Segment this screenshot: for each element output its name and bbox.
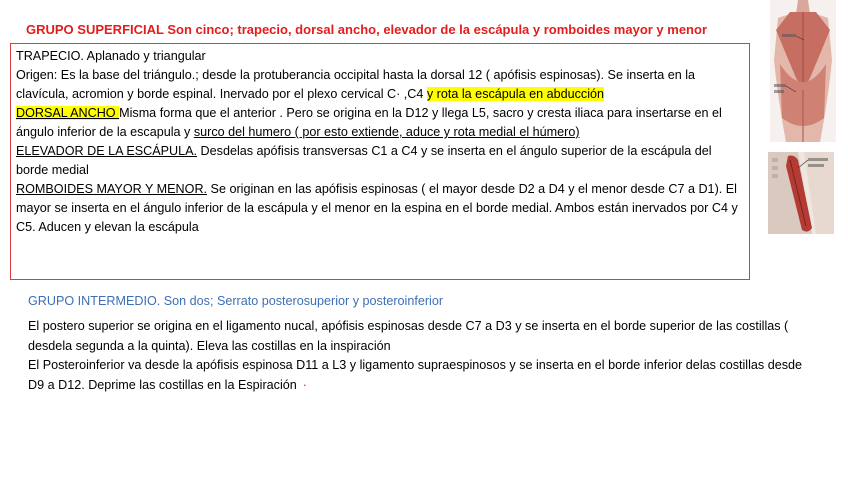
levator-scapulae-image — [768, 152, 834, 234]
romboides-label: ROMBOIDES MAYOR Y MENOR. — [16, 182, 208, 196]
red-dot: · — [302, 377, 307, 392]
dorsal-paragraph — [16, 104, 746, 142]
romboides-text: Se originan en las apófisis espinosas ( el mayor desde D2 a D4 y el menor desde C7 a D1). El mayor se inserta en el ángulo inferior de la escápula y el menor en la espina en el borde medial. Ambos están inervados por C4 y C5. Aducen y elevan la escápula — [16, 182, 738, 234]
trapecio-heading: TRAPECIO. Aplanado y triangular — [16, 49, 206, 63]
posterosuperior-paragraph: El postero superior se origina en el ligamento nucal, apófisis espinosas desde C7 a D3 y se inserta en el borde superior de las costillas ( desdela segunda a la quinta). Eleva las costillas en la inspiración — [28, 319, 789, 353]
trapezius-anatomy-image — [770, 0, 836, 142]
trapecio-text: Origen: Es la base del triángulo.; desde la protuberancia occipital hasta la dorsal 12 ( apófisis espinosas). Se inserta en la clavícula, acromion y borde espinal. Inervado por el plexo cervical C· ,C4 — [16, 68, 696, 101]
dorsal-underlined: surco del humero ( por esto extiende, aduce y rota medial el húmero) — [193, 125, 580, 139]
levator-illustration — [768, 152, 834, 234]
trapezius-illustration — [770, 0, 836, 142]
superficial-group-content — [16, 47, 746, 237]
elevador-paragraph — [16, 142, 746, 180]
dorsal-label: DORSAL ANCHO — [16, 106, 120, 120]
posteroinferior-text: El Posteroinferior va desde la apófisis espinosa D11 a L3 y ligamento supraespinosos y se inserta en el borde inferior delas costillas desde D9 a D12. Deprime las costillas en la Espiración — [28, 358, 803, 392]
page-title: GRUPO SUPERFICIAL Son cinco; trapecio, dorsal ancho, elevador de la escápula y romboides mayor y menor — [26, 22, 708, 37]
trapecio-paragraph — [16, 66, 746, 104]
elevador-text: Desdelas apófisis transversas C1 a C4 y se inserta en el ángulo superior de la escápula del borde medial — [16, 144, 712, 177]
elevador-label: ELEVADOR DE LA ESCÁPULA. — [16, 144, 198, 158]
posteroinferior-paragraph — [28, 356, 818, 395]
trapecio-highlight: y rota la escápula en abducción — [426, 87, 605, 101]
dorsal-text: Misma forma que el anterior . Pero se origina en la D12 y llega L5, sacro y cresta iliaca para insertarse en el ángulo inferior de la escapula y — [16, 106, 722, 139]
intermediate-group-content — [28, 317, 818, 395]
intermediate-group-title: GRUPO INTERMEDIO. Son dos; Serrato posterosuperior y posteroinferior — [28, 294, 444, 308]
romboides-paragraph — [16, 180, 746, 237]
